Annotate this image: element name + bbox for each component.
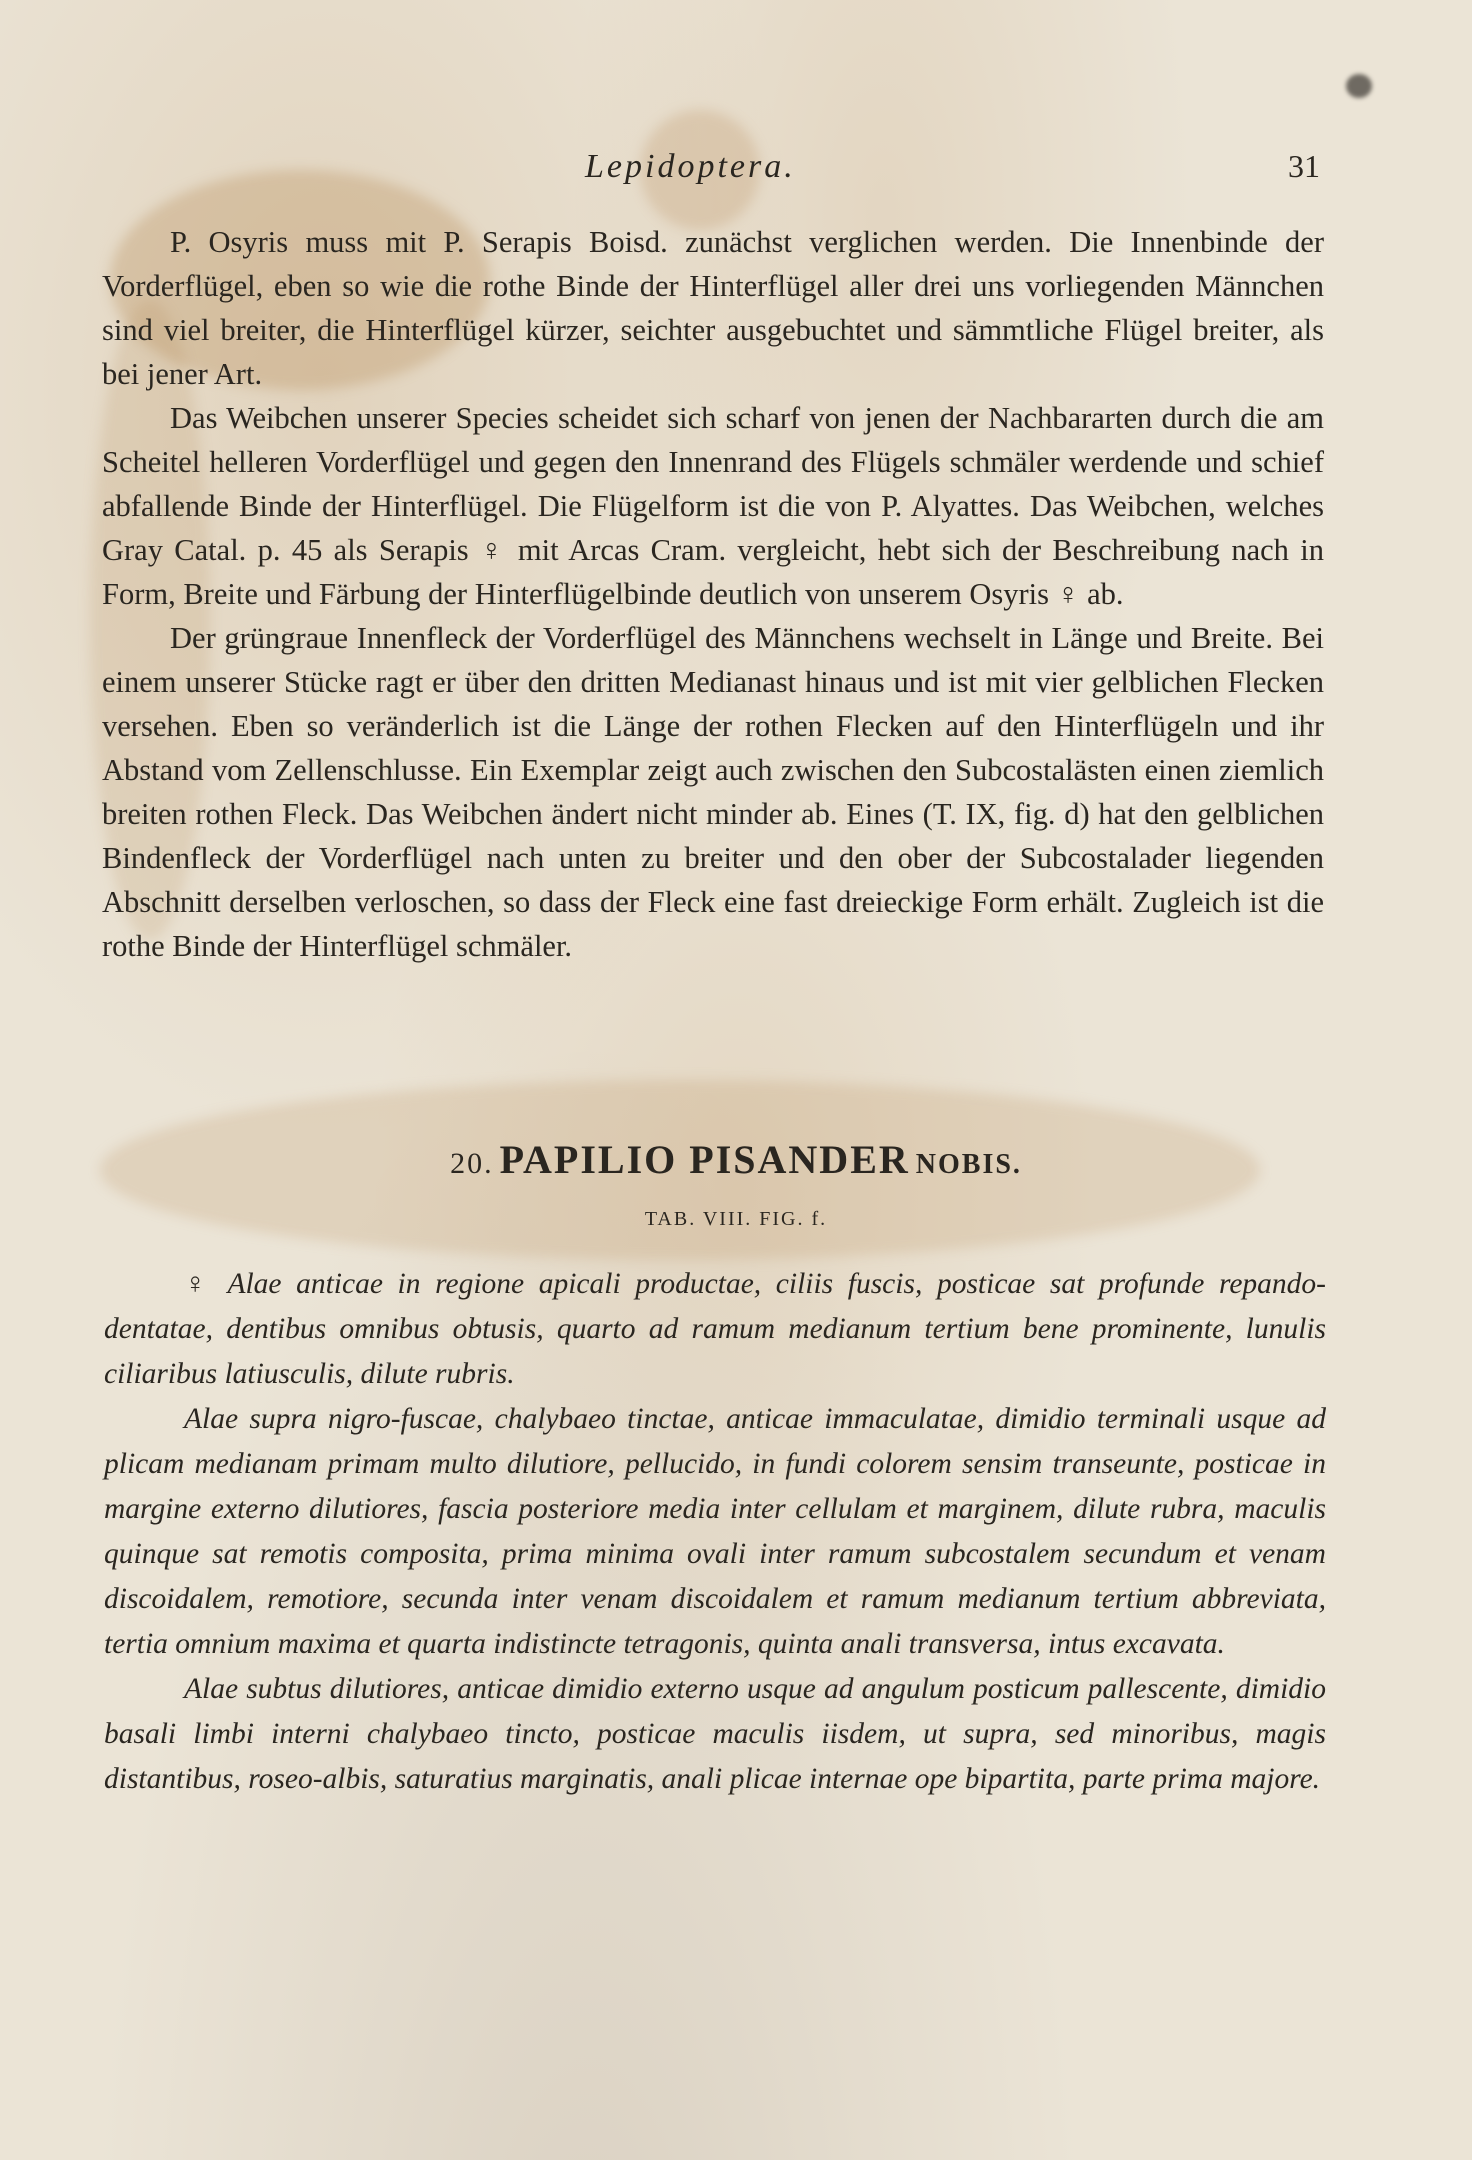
german-text-block xyxy=(102,220,1324,968)
species-name: PAPILIO PISANDER xyxy=(499,1137,910,1182)
paragraph: P. Osyris muss mit P. Serapis Boisd. zunächst verglichen werden. Die Innenbinde der Vorderflügel, eben so wie die rothe Binde der Hinterflügel aller drei uns vorliegenden Männchen sind viel breiter, die Hinterflügel kürzer, seichter ausgebuchtet und sämmtliche Flügel breiter, als bei jener Art. xyxy=(102,225,1324,391)
species-number: 20. xyxy=(450,1147,494,1180)
plate-reference: TAB. VIII. FIG. f. xyxy=(644,1208,828,1230)
running-title: Lepidoptera. xyxy=(585,148,796,185)
paragraph: Das Weibchen unserer Species scheidet sich scharf von jenen der Nachbararten durch die am Scheitel helleren Vorderflügel und gegen den Innenrand des Flügels schmäler werdende und schief abfallende Binde der Hinterflügel. Die Flügelform ist die von P. Alyattes. Das Weibchen, welches Gray Catal. p. 45 als Serapis ♀ mit Arcas Cram. vergleicht, hebt sich der Beschreibung nach in Form, Breite und Färbung der Hinterflügelbinde deutlich von unserem Osyris ♀ ab. xyxy=(102,401,1324,611)
ink-spot xyxy=(1346,74,1372,98)
species-author: NOBIS. xyxy=(915,1149,1022,1180)
description-paragraph: ♀ Alae anticae in regione apicali productae, ciliis fuscis, posticae sat profunde repando-dentatae, dentibus omnibus obtusis, quarto ad ramum medianum tertium bene prominente, lunulis ciliaribus latiusculis, dilute rubris. xyxy=(104,1268,1326,1390)
description-paragraph: Alae supra nigro-fuscae, chalybaeo tinctae, anticae immaculatae, dimidio terminali usque ad plicam medianam primam multo dilutiore, pellucido, in fundi colorem sensim transeunte, posticae in margine externo dilutiores, fascia posteriore media inter cellulam et marginem, dilute rubra, maculis quinque sat remotis composita, prima minima ovali inter ramum subcostalem secundum et venam discoidalem, remotiore, secunda inter venam discoidalem et ramum medianum tertium abbreviata, tertia omnium maxima et quarta indistincte tetragonis, quinta anali transversa, intus excavata. xyxy=(104,1403,1326,1660)
latin-description xyxy=(104,1262,1326,1802)
species-heading xyxy=(0,1136,1472,1183)
page-number: 31 xyxy=(1288,148,1320,184)
page-header xyxy=(0,148,1472,188)
description-paragraph: Alae subtus dilutiores, anticae dimidio externo usque ad angulum posticum pallescente, dimidio basali limbi interni chalybaeo tincto, posticae maculis iisdem, ut supra, sed minoribus, magis distantibus, roseo-albis, saturatius marginatis, anali plicae internae ope bipartita, parte prima majore. xyxy=(104,1673,1326,1795)
paragraph: Der grüngraue Innenfleck der Vorderflügel des Männchens wechselt in Länge und Breite. Bei einem unserer Stücke ragt er über den dritten Medianast hinaus und ist mit vier gelblichen Flecken versehen. Eben so veränderlich ist die Länge der rothen Flecken auf den Hinterflügeln und ihr Abstand vom Zellenschlusse. Ein Exemplar zeigt auch zwischen den Subcostalästen einen ziemlich breiten rothen Fleck. Das Weibchen ändert nicht minder ab. Eines (T. IX, fig. d) hat den gelblichen Bindenfleck der Vorderflügel nach unten zu breiter und den ober der Subcostalader liegenden Abschnitt derselben verloschen, so dass der Fleck eine fast dreieckige Form erhält. Zugleich ist die rothe Binde der Hinterflügel schmäler. xyxy=(102,621,1324,963)
